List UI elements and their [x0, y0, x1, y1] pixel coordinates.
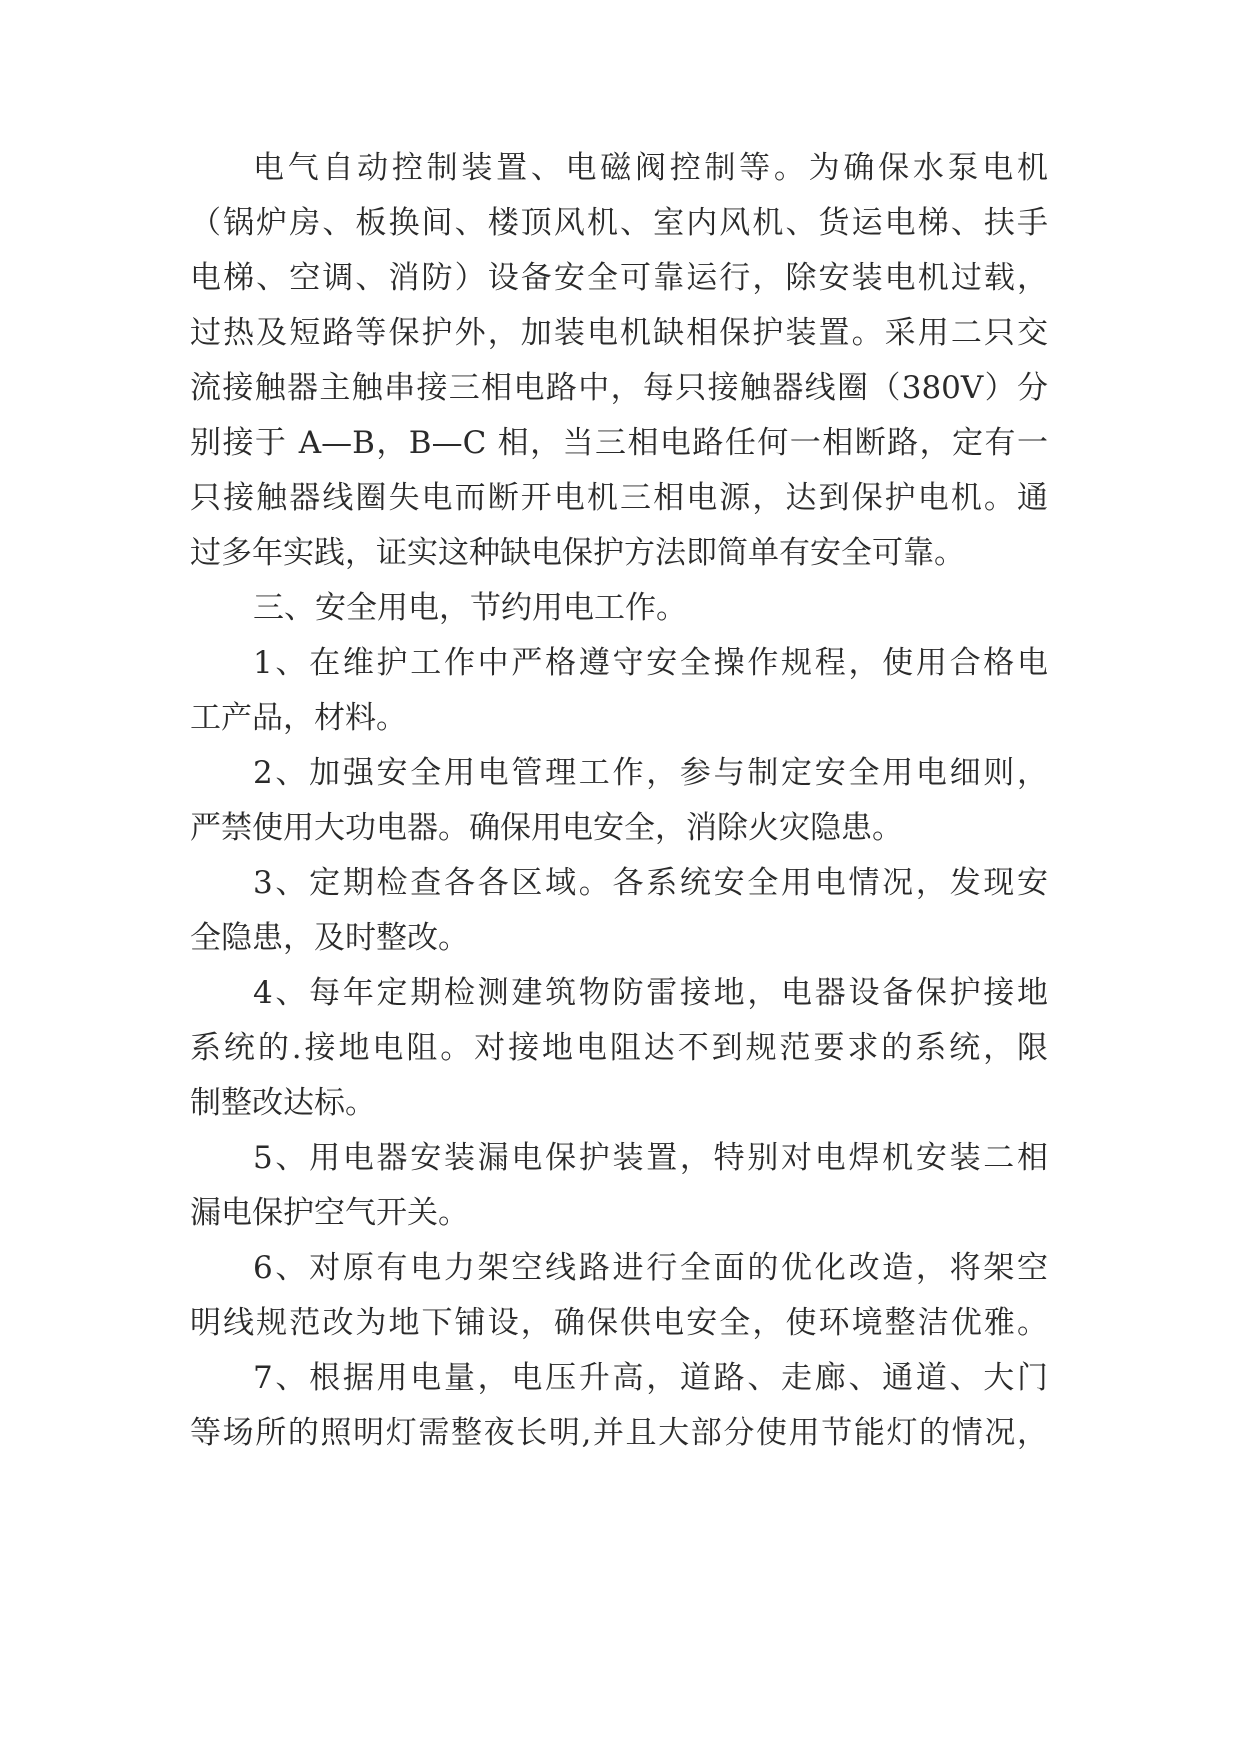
list-item-line: 4、每年定期检测建筑物防雷接地，电器设备保护接地: [253, 975, 1048, 1011]
text-line: 别接于 A—B，B—C 相，当三相电路任何一相断路，定有一: [190, 425, 1048, 461]
text-line: 等场所的照明灯需整夜长明,并且大部分使用节能灯的情况，: [190, 1415, 1048, 1451]
text-line: 工产品，材料。: [190, 700, 407, 736]
list-item-line: 2、加强安全用电管理工作，参与制定安全用电细则，: [253, 755, 1048, 791]
text-line: 过热及短路等保护外，加装电机缺相保护装置。采用二只交: [190, 315, 1048, 351]
list-item-line: 1、在维护工作中严格遵守安全操作规程，使用合格电: [253, 645, 1048, 681]
section-heading: 三、安全用电，节约用电工作。: [253, 590, 687, 626]
text-line: 漏电保护空气开关。: [190, 1195, 469, 1231]
text-line: 系统的.接地电阻。对接地电阻达不到规范要求的系统，限: [190, 1030, 1048, 1066]
text-line: 全隐患，及时整改。: [190, 920, 469, 956]
text-line: （锅炉房、板换间、楼顶风机、室内风机、货运电梯、扶手: [190, 205, 1048, 241]
list-item-line: 3、定期检查各各区域。各系统安全用电情况，发现安: [253, 865, 1048, 901]
text-line: 电气自动控制装置、电磁阀控制等。为确保水泵电机: [253, 150, 1048, 186]
list-item-line: 7、根据用电量，电压升高，道路、走廊、通道、大门: [253, 1360, 1048, 1396]
text-line: 过多年实践，证实这种缺电保护方法即简单有安全可靠。: [190, 535, 965, 571]
text-line: 只接触器线圈失电而断开电机三相电源，达到保护电机。通: [190, 480, 1048, 516]
text-line: 严禁使用大功电器。确保用电安全，消除火灾隐患。: [190, 810, 903, 846]
text-line: 电梯、空调、消防）设备安全可靠运行，除安装电机过载，: [190, 260, 1048, 296]
text-line: 制整改达标。: [190, 1085, 376, 1121]
list-item-line: 6、对原有电力架空线路进行全面的优化改造，将架空: [253, 1250, 1048, 1286]
list-item-line: 5、用电器安装漏电保护装置，特别对电焊机安装二相: [253, 1140, 1048, 1176]
text-line: 流接触器主触串接三相电路中，每只接触器线圈（380V）分: [190, 370, 1048, 406]
text-line: 明线规范改为地下铺设，确保供电安全，使环境整洁优雅。: [190, 1305, 1048, 1341]
